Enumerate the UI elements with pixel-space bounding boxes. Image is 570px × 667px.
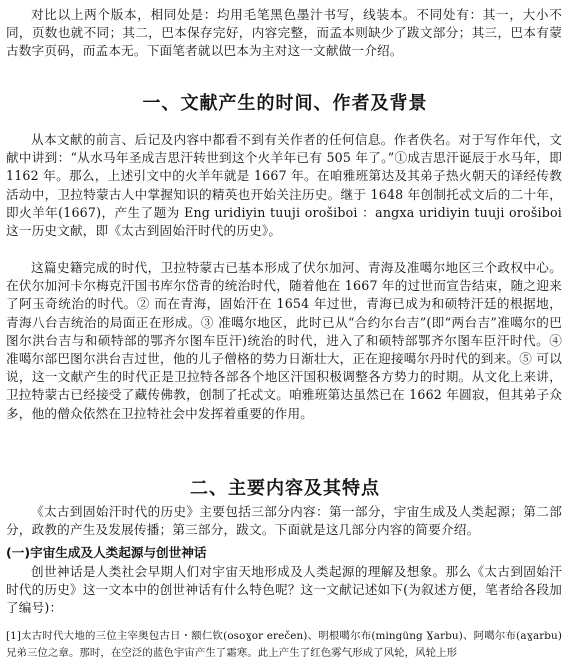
section-heading-1: 一、文献产生的时间、作者及背景 bbox=[142, 93, 428, 114]
quoted-passage-1: [1]太古时代大地的三位主宰奥包古日・额仁钦(osoɣor erečen)、明根噶尔布(mingüng Ɣarbu)、阿噶尔布(aɣarbu)兄弟三位之章。那时，在空泛的蓝色宇宙产生了霜寒。此上产生了红色雾气形成了风轮，风轮上形 bbox=[6, 630, 562, 659]
paragraph-historical-background: 这篇史籍完成的时代，卫拉特蒙古已基本形成了伏尔加河、青海及准噶尔地区三个政权中心。在伏尔加河卡尔梅克汗国书库尔岱青的统治时代，随着他在 1667 年的过世而宣告结束，随之迎来了阿玉奇统治的时代。② 而在青海，固始汗在 1654 年过世，青海已成为和硕特汗廷的根据地，青海八台吉统治的局面正在形成。③ 准噶尔地区，此时已从“合约尔台吉”(即“两台吉”准噶尔的巴图尔洪台吉与和硕特部的鄂齐尔图车臣汗)统治的时代，进入了和硕特部鄂齐尔图车臣汗时代。④ 准噶尔部巴图尔洪台吉过世，他的儿子僧格的势力日渐壮大，正在迎接噶尔丹时代的到来。⑤ 可以说，这一文献产生的时代正是卫拉特各部各个地区汗国积极调整各方势力的时期。从文化上来讲，卫拉特蒙古已经接受了藏传佛教，创制了托忒文。咱雅班第达虽然已在 1662 年圆寂，但其弟子众多，他的僧众依然在卫拉特社会中发挥着重要的作用。 bbox=[6, 260, 562, 421]
paragraph-creation-myth-intro: 创世神话是人类社会早期人们对宇宙天地形成及人类起源的理解及想象。那么《太古到固始汗时代的历史》这一文本中的创世神话有什么特色呢？这一文献记述如下(为叙述方便，笔者给各段加了编号)： bbox=[6, 564, 562, 616]
paragraph-content-overview: 《太古到固始汗时代的历史》主要包括三部分内容：第一部分，宇宙生成及人类起源；第二部分，政教的产生及发展传播；第三部分，跋文。下面就是这几部分内容的简要介绍。 bbox=[6, 504, 562, 538]
paragraph-version-comparison: 对比以上两个版本，相同处是：均用毛笔黑色墨汁书写，线装本。不同处有：其一，大小不同，页数也就不同；其二，巴本保存完好，内容完整，而孟本则缺少了跋文部分；其三，巴本有蒙古数字页码，而孟本无。下面笔者就以巴本为主对这一文献做一介绍。 bbox=[6, 7, 562, 59]
subsection-heading: (一)宇宙生成及人类起源与创世神话 bbox=[6, 545, 207, 560]
section-heading-2: 二、主要内容及其特点 bbox=[190, 478, 380, 499]
paragraph-author-and-date: 从本文献的前言、后记及内容中都看不到有关作者的任何信息。作者佚名。对于写作年代，文献中讲到：“从水马年圣成吉思汗转世到这个火羊年已有 505 年了。”①成吉思汗诞辰于水马年，即 1162 年。那么，上述引文中的火羊年就是 1667 年。在咱雅班第达及其弟子热火朝天的译经传教活动中，卫拉特蒙古人中掌握知识的精英也开始关注历史。继于 1648 年创制托忒文后的二十年，即火羊年(1667)，产生了题为 Eng uridiyin tuuji orošiboi ：angxa uridiyin tuuji orošiboi 这一历史文献，即《太古到固始汗时代的历史》。 bbox=[6, 132, 562, 239]
